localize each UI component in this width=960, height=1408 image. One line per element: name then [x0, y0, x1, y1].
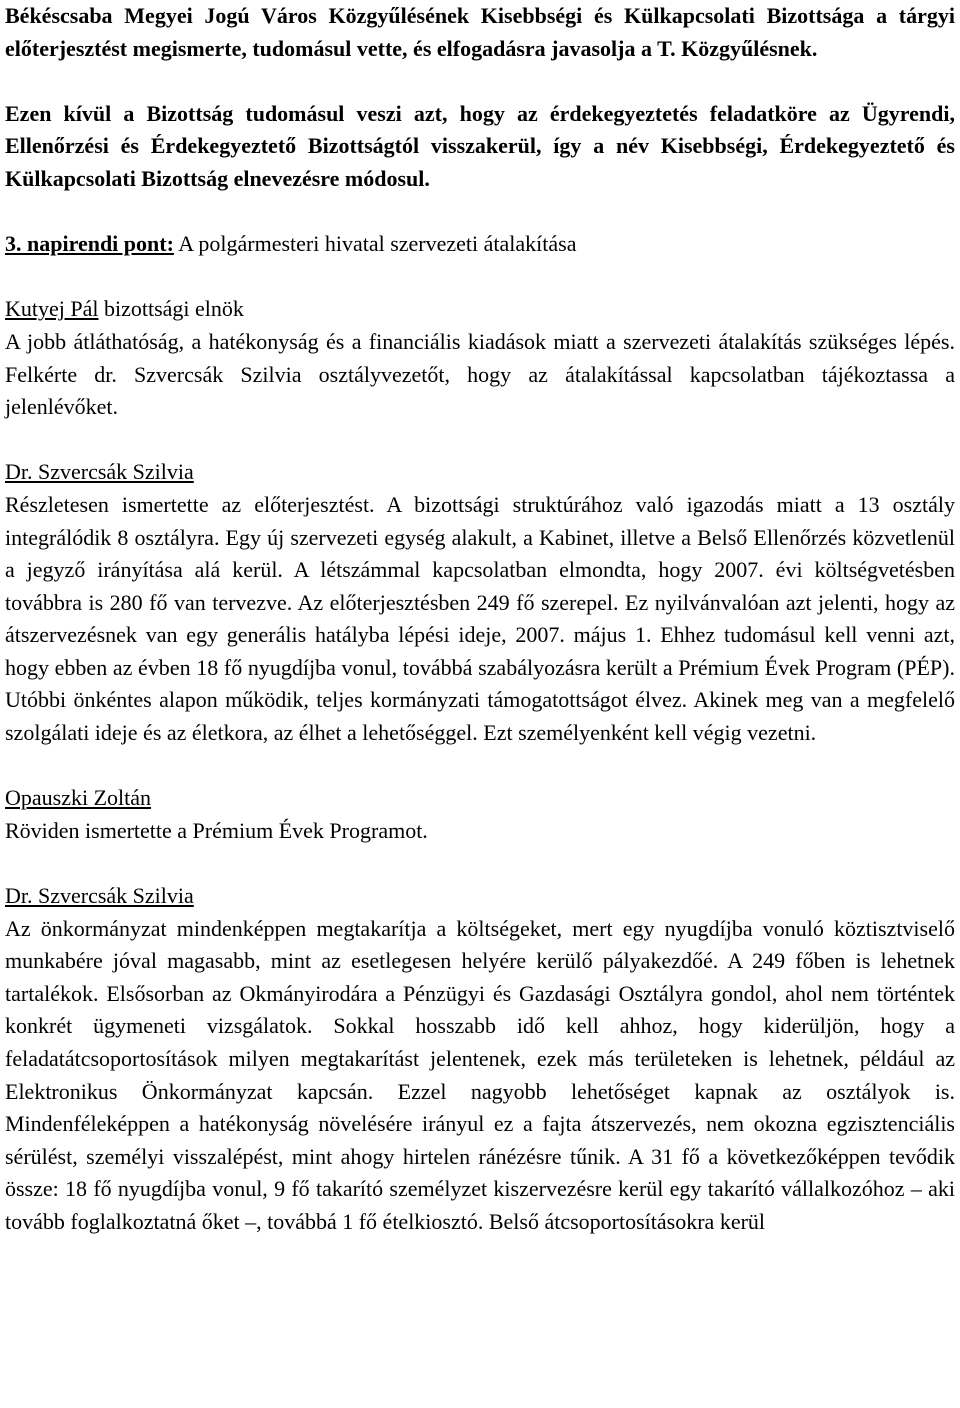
- spacer: [5, 65, 955, 98]
- speaker-name: Dr. Szvercsák Szilvia: [5, 459, 194, 485]
- speaker-name: Kutyej Pál: [5, 296, 99, 322]
- speaker-heading: [5, 782, 955, 815]
- speaker-heading: [5, 293, 955, 326]
- spacer: [5, 261, 955, 294]
- name-change-paragraph: Ezen kívül a Bizottság tudomásul veszi azt, hogy az érdekegyeztetés feladatköre az Ügyrendi, Ellenőrzési és Érdekegyeztető Bizottságtól visszakerül, így a név Kisebbségi, Érdekegyeztető és Külkapcsolati Bizottság elnevezésre módosul.: [5, 100, 955, 191]
- speaker-text: Az önkormányzat mindenképpen megtakarítja a költségeket, mert egy nyugdíjba vonuló köztisztviselő munkabére jóval magasabb, mint az esetlegesen helyére kerülő pályakezdőé. A 249 főben is lehetnek tartalékok. Elsősorban az Okmányirodára a Pénzügyi és Gazdasági Osztályra gondol, ahol nem történtek konkrét ügymeneti vizsgálatok. Sokkal hosszabb idő kell ahhoz, hogy kiderüljön, hogy a feladatátcsoportosítások milyen megtakarítást jelentenek, ezek más területeken is lehetnek, például az Elektronikus Önkormányzat kapcsán. Ezzel nagyobb lehetőséget kapnak az osztályok is. Mindenféleképpen a hatékonyság növelésére irányul ez a fajta átszervezés, nem okozna egzisztenciális sérülést, személyi visszalépést, mint ahogy hirtelen ránézésre tűnik. A 31 fő a következőképpen tevődik össze: 18 fő nyugdíjba vonul, 9 fő takarító személyzet kiszervezésre kerül egy takarító vállalkozóhoz – aki tovább foglalkoztatná őket –, továbbá 1 fő ételkiosztó. Belső átcsoportosításokra kerül: [5, 915, 955, 1234]
- spacer: [5, 750, 955, 783]
- speaker-name: Dr. Szvercsák Szilvia: [5, 883, 194, 909]
- speaker-text: A jobb átláthatóság, a hatékonyság és a financiális kiadások miatt a szervezeti átalakítás szükséges lépés. Felkérte dr. Szvercsák Szilvia osztályvezetőt, hogy az átalakítással kapcsolatban tájékoztassa a jelenlévőket.: [5, 328, 955, 420]
- speaker-text: Részletesen ismertette az előterjesztést. A bizottsági struktúrához való igazodás miatt a 13 osztály integrálódik 8 osztályra. Egy új szervezeti egység alakult, a Kabinet, illetve a Belső Ellenőrzés közvetlenül a jegyző irányítása alá kerül. A létszámmal kapcsolatban elmondta, hogy 2007. évi költségvetésben továbbra is 280 fő van tervezve. Az előterjesztésben 249 fő szerepel. Ez nyilvánvalóan azt jelenti, hogy az átszervezésnek van egy generális hatályba lépési ideje, 2007. május 1. Ehhez tudomásul kell venni azt, hogy ebben az évben 18 fő nyugdíjba vonul, továbbá szabályozásra került a Prémium Évek Program (PÉP). Utóbbi önkéntes alapon működik, teljes kormányzati támogatottságot élvez. Akinek meg van a megfelelő szolgálati ideje és az életkora, az élhet a lehetőséggel. Ezt személyenként kell végig vezetni.: [5, 491, 955, 746]
- document-page: [5, 0, 955, 1239]
- speaker-name: Opauszki Zoltán: [5, 785, 152, 811]
- committee-decision-paragraph: Békéscsaba Megyei Jogú Város Közgyűlésének Kisebbségi és Külkapcsolati Bizottsága a tárgyi előterjesztést megismerte, tudomásul vette, és elfogadásra javasolja a T. Közgyűlésnek.: [5, 3, 955, 61]
- spacer: [5, 196, 955, 229]
- spacer: [5, 847, 955, 880]
- spacer: [5, 424, 955, 457]
- agenda-item-heading: [5, 228, 955, 261]
- agenda-item-label: 3. napirendi pont:: [5, 231, 174, 257]
- speaker-text: Röviden ismertette a Prémium Évek Programot.: [5, 817, 428, 843]
- speaker-role: bizottsági elnök: [98, 296, 244, 322]
- speaker-heading: [5, 456, 955, 489]
- speaker-heading: [5, 880, 955, 913]
- agenda-item-title: A polgármesteri hivatal szervezeti átalakítása: [173, 231, 577, 257]
